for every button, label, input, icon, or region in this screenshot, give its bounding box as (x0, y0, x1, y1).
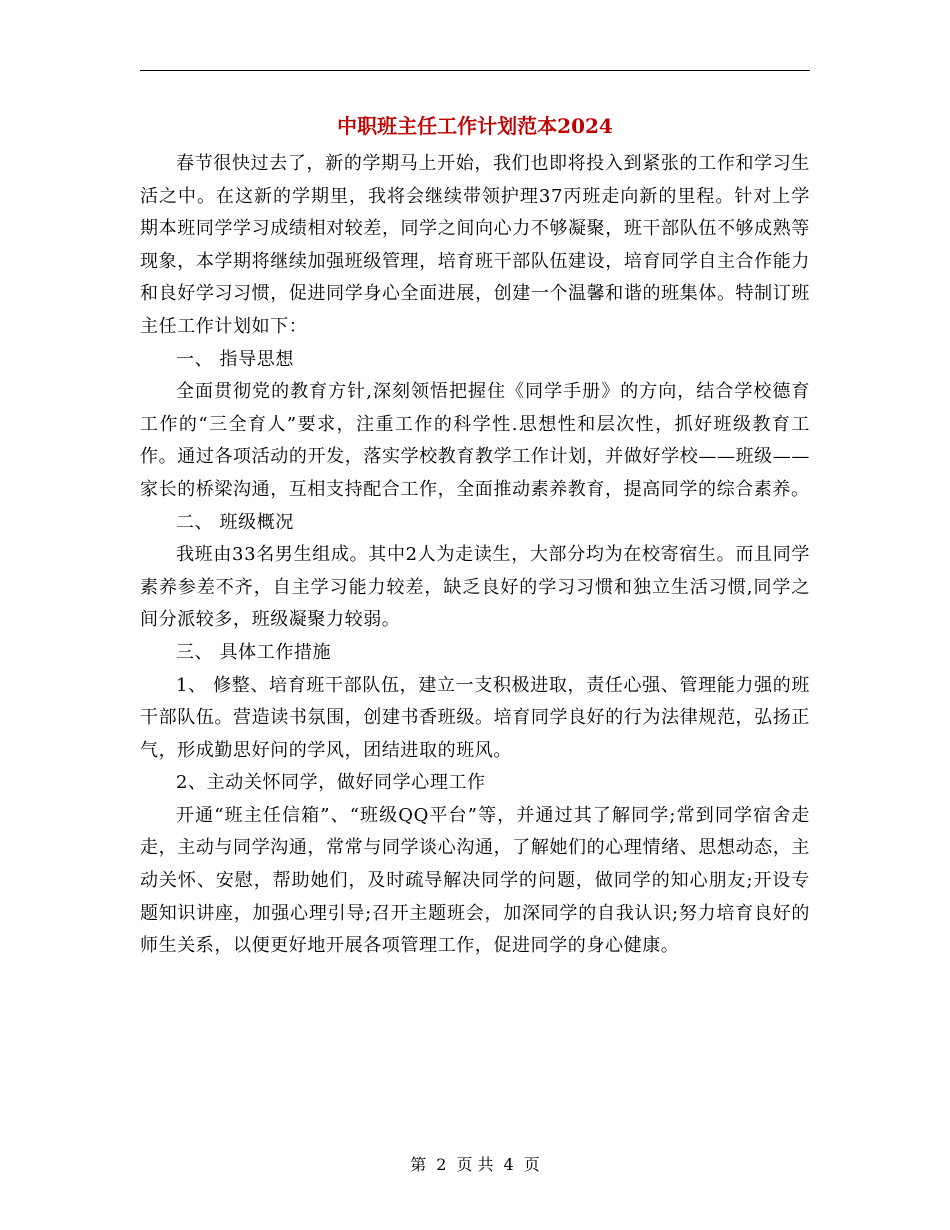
subheading-measure-2: 2、主动关怀同学，做好同学心理工作 (176, 772, 486, 794)
page-footer (0, 1154, 950, 1176)
section-heading-class-overview: 二、 班级概况 (176, 511, 294, 533)
document-title: 中职班主任工作计划范本2024 (337, 114, 613, 138)
paragraph-guiding-thought: 全面贯彻党的教育方针,深刻领悟把握住《同学手册》的方向，结合学校德育工作的“三全育人”要求，注重工作的科学性.思想性和层次性，抓好班级教育工作。通过各项活动的开发，落实学校教育教学工作计划，并做好学校——班级——家长的桥梁沟通，互相支持配合工作，全面推动素养教育，提高同学的综合素养。 (140, 381, 810, 500)
section-heading-guiding-thought: 一、 指导思想 (176, 348, 294, 370)
footer-prefix: 第 (410, 1155, 427, 1174)
footer-current-page: 2 (436, 1155, 447, 1174)
footer-mid: 页 共 (456, 1155, 494, 1174)
footer-total-pages: 4 (503, 1155, 514, 1174)
paragraph-class-overview: 我班由33名男生组成。其中2人为走读生，大部分均为在校寄宿生。而且同学素养参差不齐，自主学习能力较差，缺乏良好的学习习惯和独立生活习惯,同学之间分派较多，班级凝聚力较弱。 (140, 544, 810, 631)
footer-suffix: 页 (523, 1155, 540, 1174)
paragraph-intro: 春节很快过去了，新的学期马上开始，我们也即将投入到紧张的工作和学习生活之中。在这新的学期里，我将会继续带领护理37丙班走向新的里程。针对上学期本班同学学习成绩相对较差，同学之间向心力不够凝聚，班干部队伍不够成熟等现象，本学期将继续加强班级管理，培育班干部队伍建设，培育同学自主合作能力和良好学习习惯，促进同学身心全面进展，创建一个温馨和谐的班集体。特制订班主任工作计划如下： (140, 153, 810, 337)
paragraph-measure-2: 开通“班主任信箱”、“班级QQ平台”等，并通过其了解同学;常到同学宿舍走走，主动与同学沟通，常常与同学谈心沟通，了解她们的心理情绪、思想动态，主动关怀、安慰，帮助她们，及时疏导解决同学的问题，做同学的知心朋友;开设专题知识讲座，加强心理引导;召开主题班会，加深同学的自我认识;努力培育良好的师生关系，以便更好地开展各项管理工作，促进同学的身心健康。 (140, 804, 810, 957)
section-heading-work-measures: 三、 具体工作措施 (176, 641, 332, 663)
document-body (140, 148, 810, 963)
paragraph-measure-1: 1、 修整、培育班干部队伍，建立一支积极进取，责任心强、管理能力强的班干部队伍。营造读书氛围，创建书香班级。培育同学良好的行为法律规范，弘扬正气，形成勤思好问的学风，团结进取的班风。 (140, 674, 810, 761)
header-rule (140, 70, 810, 71)
